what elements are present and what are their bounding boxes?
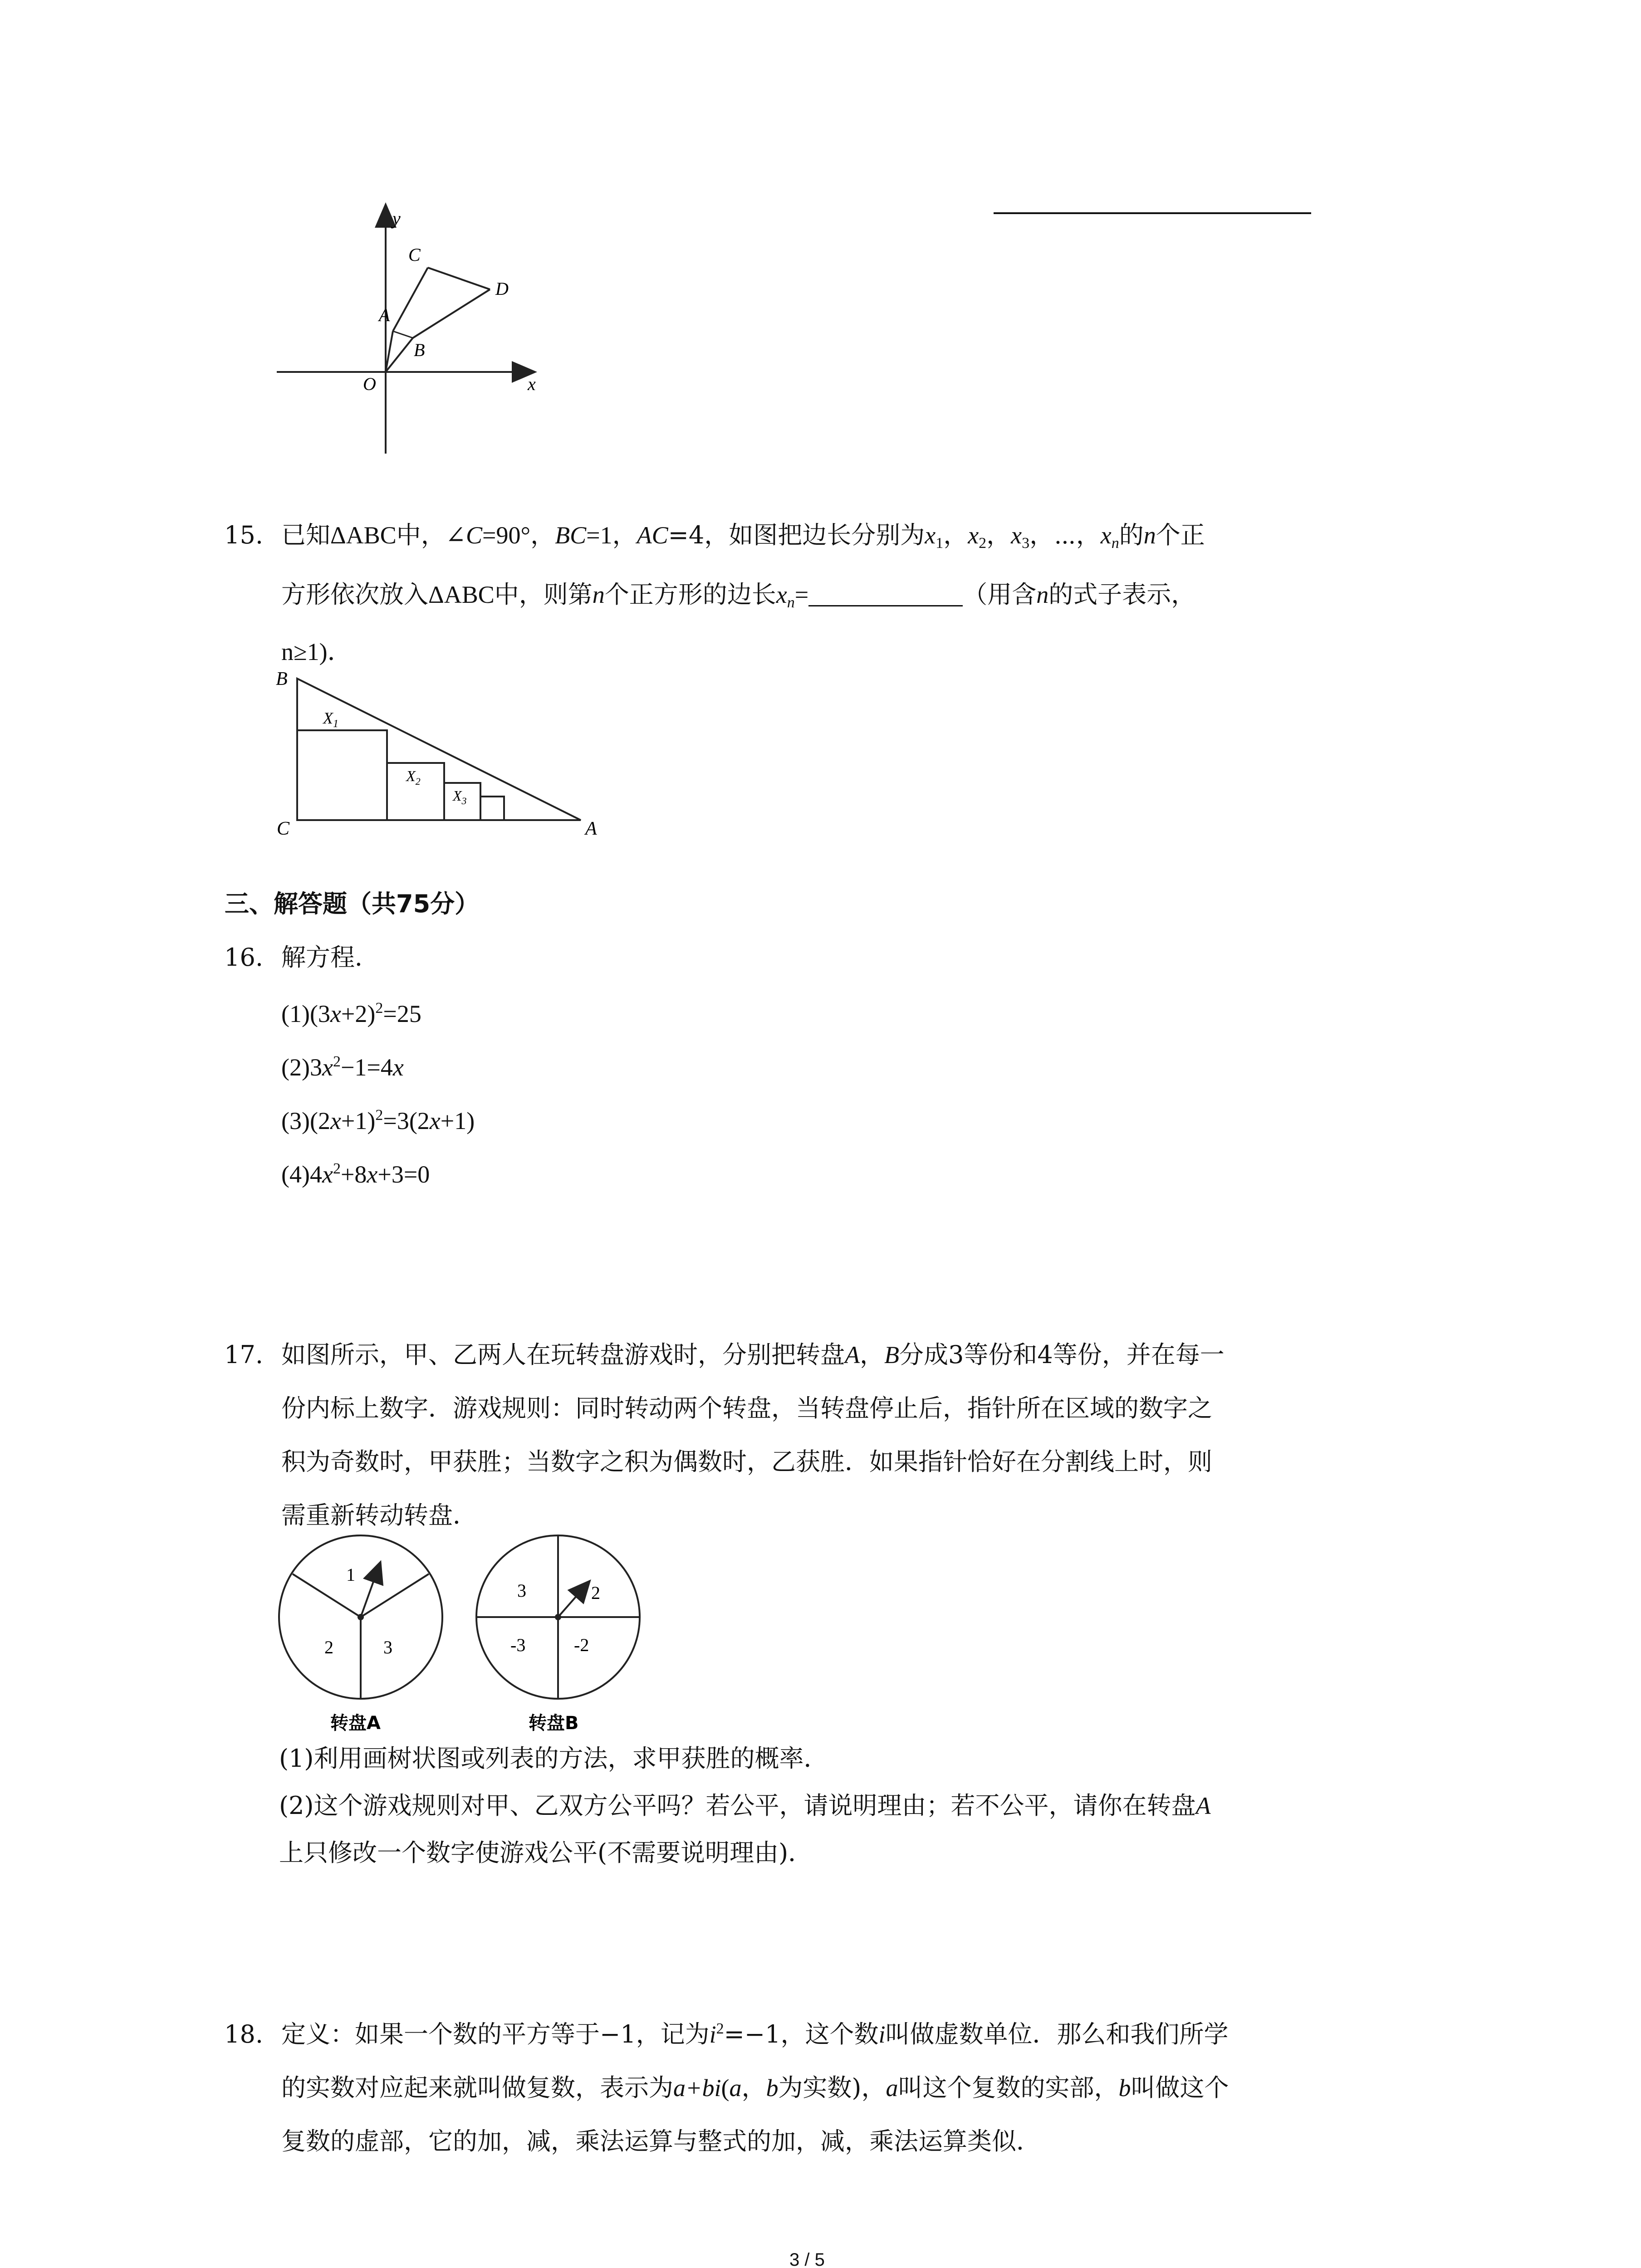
spinner-a-number-3: 3 <box>383 1637 392 1657</box>
q17-subquestion-2-line-1: (2)这个游戏规则对甲、乙双方公平吗？若公平，请说明理由；若不公平，请你在转盘A <box>279 1791 1211 1820</box>
q18-line-1: 定义：如果一个数的平方等于−1，记为$i^2=-1$，这个数i叫做虚数单位．那么和我们所学 <box>281 2020 1229 2048</box>
square-4 <box>480 797 504 820</box>
seg-oa <box>386 331 393 372</box>
q17-line-4: 需重新转动转盘． <box>281 1501 477 1530</box>
q15-answer-blank <box>808 582 963 606</box>
spinner-a-number-1: 1 <box>346 1564 355 1585</box>
spinner-b-caption: 转盘B <box>529 1713 579 1733</box>
label-b: B <box>276 669 288 689</box>
q16-title: 解方程． <box>281 943 379 972</box>
q16-number: 16. <box>224 943 263 972</box>
spinner-b-number-3: 3 <box>517 1580 526 1601</box>
spinner-b-number-neg3: -3 <box>510 1635 526 1655</box>
q15-number: 15. <box>224 521 263 549</box>
q16-equation-4: $(4)4x^2+8x+3=0$ <box>281 1160 430 1188</box>
q18-line-2: 的实数对应起来就叫做复数，表示为a+bi(a，b为实数)，a叫这个复数的实部，b叫做这个 <box>281 2073 1229 2102</box>
spinner-b-pointer <box>558 1588 584 1617</box>
q18-line-3: 复数的虚部，它的加，减，乘法运算与整式的加，减，乘法运算类似． <box>281 2127 1041 2156</box>
q15-line-1: 已知ΔABC中，∠C=90°，BC=1，AC=4，如图把边长分别为$x_1$，$x_2$，$x_3$，⋯，$x_n$的n个正 <box>281 521 1205 552</box>
q18-number: 18. <box>224 2020 263 2048</box>
q15-line-3: n≥1)． <box>281 638 352 665</box>
seg-ab <box>393 331 413 338</box>
label-o: O <box>363 374 376 394</box>
square-2 <box>387 763 444 820</box>
spinner-a-number-2: 2 <box>324 1637 333 1657</box>
triangle-abc <box>297 679 581 820</box>
q14-figure <box>254 200 563 463</box>
seg-bd <box>413 289 490 338</box>
q17-line-2: 份内标上数字．游戏规则：同时转动两个转盘，当转盘停止后，指针所在区域的数字之 <box>281 1394 1212 1422</box>
q16-equation-1: $(1)(3x+2)^2=25$ <box>281 1000 421 1027</box>
label-x1: $X_1$ <box>323 709 338 730</box>
page-number: 3 / 5 <box>789 2250 825 2268</box>
label-d: D <box>495 279 509 299</box>
section-3-title: 三、解答题（共75分） <box>225 890 480 918</box>
q17-number: 17. <box>224 1340 263 1369</box>
q15-figure <box>268 667 603 844</box>
spinner-a-caption: 转盘A <box>330 1713 381 1733</box>
label-y: y <box>392 208 401 229</box>
square-1 <box>297 730 387 820</box>
label-a: A <box>585 818 597 839</box>
q17-line-1: 如图所示，甲、乙两人在玩转盘游戏时，分别把转盘A，B分成3等份和4等份，并在每一 <box>281 1340 1225 1369</box>
q14-answer-blank <box>994 212 1311 214</box>
spinner-b-number-neg2: -2 <box>574 1635 589 1655</box>
seg-ob <box>386 338 413 372</box>
label-x3: $X_3$ <box>453 787 467 807</box>
q16-equation-2: $(2)3x^2-1=4x$ <box>281 1053 404 1081</box>
q16-equation-3: $(3)(2x+1)^2=3(2x+1)$ <box>281 1107 475 1134</box>
q17-line-3: 积为奇数时，甲获胜；当数字之积为偶数时，乙获胜．如果指针恰好在分割线上时，则 <box>281 1447 1212 1476</box>
spinner-a-pointer <box>361 1570 377 1617</box>
label-a: A <box>379 305 390 325</box>
spinner-b-number-2: 2 <box>591 1583 600 1603</box>
label-x: x <box>528 374 536 394</box>
label-c: C <box>408 244 421 265</box>
q17-subquestion-2-line-2: 上只修改一个数字使游戏公平(不需要说明理由)． <box>279 1838 813 1867</box>
label-c: C <box>277 818 290 839</box>
q15-line-2: 方形依次放入ΔABC中，则第n个正方形的边长$x_n=$ （用含n的式子表示， <box>281 580 1196 611</box>
seg-cd <box>428 268 490 289</box>
q17-subquestion-1: (1)利用画树状图或列表的方法，求甲获胜的概率． <box>279 1744 828 1773</box>
label-b: B <box>414 340 425 360</box>
seg-ac <box>393 268 428 331</box>
spinner-b <box>465 1533 656 1733</box>
label-x2: $X_2$ <box>406 768 421 787</box>
spinner-a <box>272 1533 454 1733</box>
